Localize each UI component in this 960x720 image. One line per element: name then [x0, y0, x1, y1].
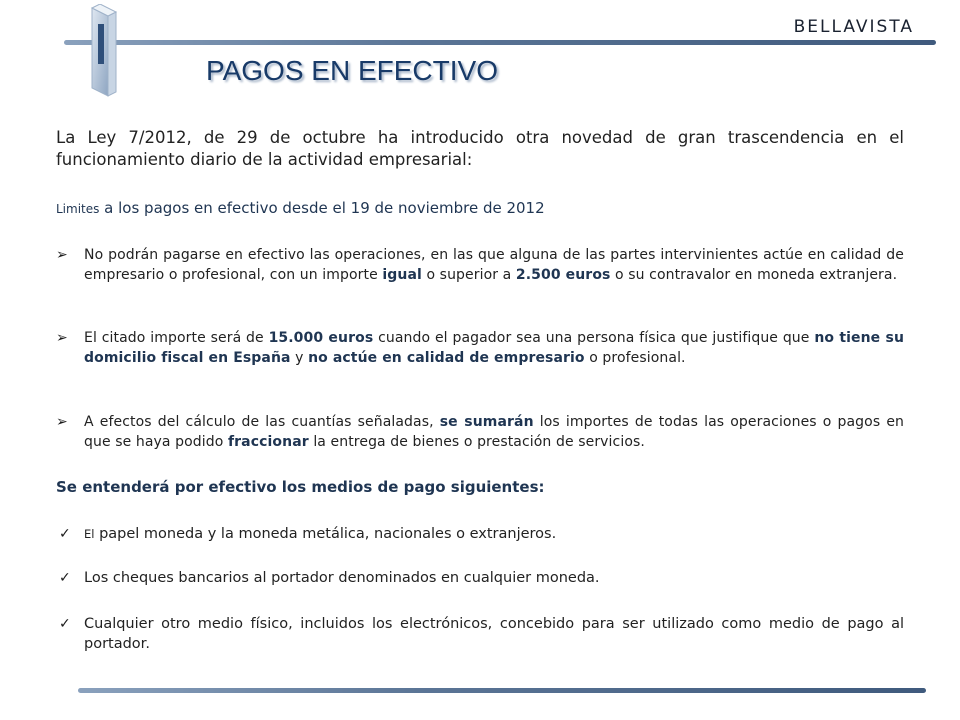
payment-means-heading: Se entenderá por efectivo los medios de pago siguientes: — [56, 478, 545, 496]
footer-rule — [78, 688, 926, 693]
limits-text: a los pagos en efectivo desde el 19 de noviembre de 2012 — [99, 199, 545, 217]
limits-prefix: Limites — [56, 202, 100, 216]
logo-mark-icon — [82, 4, 134, 100]
list-item-text: El papel moneda y la moneda metálica, nacionales o extranjeros. — [84, 526, 557, 542]
arrow-bullet-icon: ➢ — [56, 247, 68, 263]
list-item — [56, 568, 904, 588]
list-item — [56, 245, 904, 285]
check-icon: ✓ — [59, 526, 71, 542]
list-item — [56, 328, 904, 368]
list-item — [56, 524, 904, 544]
list-item-text: El citado importe será de 15.000 euros cuando el pagador sea una persona física que justifique que no tiene su domicilio fiscal en España y no actúe en calidad de empresario o profesional. — [84, 330, 905, 366]
arrow-bullet-icon: ➢ — [56, 414, 68, 430]
list-item-text: Cualquier otro medio físico, incluidos los electrónicos, concebido para ser utilizado como medio de pago al portador. — [84, 616, 904, 652]
header-rule — [64, 40, 936, 45]
list-item — [56, 614, 904, 654]
brand-logo-text: BELLAVISTA — [793, 17, 914, 37]
page-title: PAGOS EN EFECTIVO — [206, 55, 498, 86]
limits-subheading — [56, 199, 545, 217]
list-item-text: Los cheques bancarios al portador denominados en cualquier moneda. — [84, 570, 600, 586]
list-item-text: No podrán pagarse en efectivo las operaciones, en las que alguna de las partes intervinientes actúe en calidad de empresario o profesional, con un importe igual o superior a 2.500 euros o su contravalor en moneda extranjera. — [84, 247, 904, 283]
list-item — [56, 412, 904, 452]
list-item-text: A efectos del cálculo de las cuantías señaladas, se sumarán los importes de todas las operaciones o pagos en que se haya podido fraccionar la entrega de bienes o prestación de servicios. — [84, 414, 905, 450]
check-icon: ✓ — [59, 616, 71, 632]
arrow-bullet-icon: ➢ — [56, 330, 68, 346]
intro-paragraph: La Ley 7/2012, de 29 de octubre ha introducido otra novedad de gran trascendencia en el funcionamiento diario de la actividad empresarial: — [56, 128, 904, 169]
check-icon: ✓ — [59, 570, 71, 586]
